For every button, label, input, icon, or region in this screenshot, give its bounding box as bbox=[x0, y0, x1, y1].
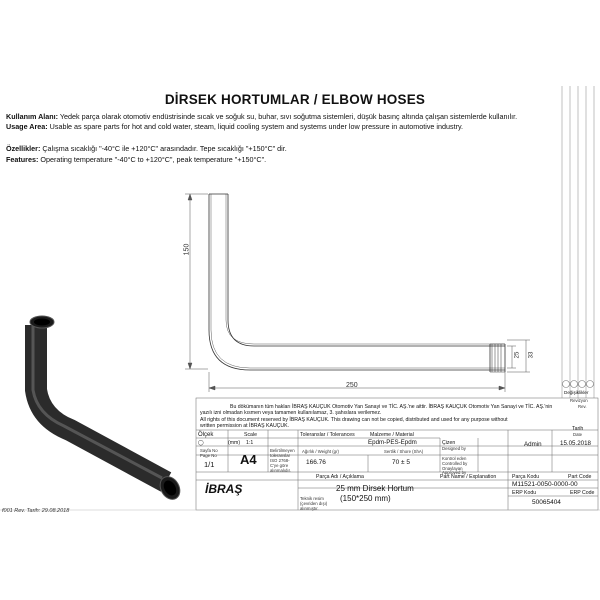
date-label: Tarih bbox=[572, 426, 584, 432]
part-name-label: Parça Adı / Açıklama bbox=[316, 474, 364, 480]
scale-label: Scale bbox=[244, 432, 257, 438]
notice-en: All rights of this document reserved by İBRAŞ KAUÇUK. This drawing can not be copied, distributed and used for any purpose without bbox=[200, 417, 508, 423]
part-name-en-label: Part Name / Explanation bbox=[440, 474, 497, 480]
revision-column-lines bbox=[562, 86, 594, 398]
usage-tr-text: Yedek parça olarak otomotiv endüstrisinde sıcak ve soğuk su, buhar, sıvı soğutma sistemleri, düşük basınç altında çalışan sistemlerde kullanılır. bbox=[58, 112, 518, 121]
controlled-en-label: Controlled by bbox=[442, 461, 468, 466]
paper-size: A4 bbox=[240, 452, 257, 467]
page-no-label: Page No bbox=[200, 453, 217, 458]
material-label: Malzeme / Material bbox=[370, 432, 414, 438]
controlled-label: Kontrol eden bbox=[442, 456, 467, 461]
erp-label: ERP Kodu bbox=[512, 490, 537, 496]
scale-circle-icon: ◯ bbox=[198, 440, 204, 446]
usage-en-label: Usage Area: bbox=[6, 122, 48, 131]
footer-revision: f001 Rev. Tarih: 29.08.2018 bbox=[2, 508, 70, 514]
approved-en-label: Approved by bbox=[442, 470, 467, 475]
dim-outer: 33 bbox=[528, 351, 535, 359]
mm-label: (mm) bbox=[228, 440, 241, 446]
dim-length: 250 bbox=[346, 382, 358, 389]
date-value: 15.05.2018 bbox=[560, 440, 591, 447]
date-en-label: Date bbox=[573, 432, 583, 437]
approved-label: Onaylayan bbox=[442, 466, 463, 471]
weight-value: 166.76 bbox=[306, 459, 326, 466]
notice-tr: Bu dökümanın tüm hakları İBRAŞ KAUÇUK Otomotiv Yan Sanayi ve TİC. AŞ.'ne aittir. İBRAŞ KAUÇUK Otomotiv Yan Sanayi ve TİC. AŞ.'nin bbox=[230, 404, 553, 410]
dim-height: 150 bbox=[183, 243, 191, 256]
page-title: DİRSEK HORTUMLAR / ELBOW HOSES bbox=[164, 92, 426, 107]
drawn-en-label: Designed by bbox=[442, 446, 466, 451]
tech-drawing-note: Teknik resim (çevriden dışı) alınmıştır. bbox=[300, 496, 328, 511]
tolerance-note: Belirtilmeyen toleranslar ISO 2768-C'ye göre alınmalıdır. bbox=[270, 448, 295, 473]
drawn-value: Admin bbox=[524, 441, 542, 448]
usage-tr-label: Kullanım Alanı: bbox=[6, 112, 59, 121]
notice-en2: written permission at İBRAŞ KAUÇUK. bbox=[200, 423, 290, 429]
weight-label: Ağırlık / Weight (gr) bbox=[302, 449, 339, 454]
part-size-value: (150*250 mm) bbox=[340, 494, 391, 503]
hardness-label: Sertlik / Shore (ShA) bbox=[384, 449, 424, 454]
elbow-drawing bbox=[209, 194, 505, 372]
features-tr-text: Çalışma sıcaklığı "-40°C ile +120°C" arasındadır. Tepe sıcaklığı "+150°C" dir. bbox=[40, 144, 287, 153]
hose-3d-render bbox=[30, 316, 184, 503]
usage-en-text: Usable as spare parts for hot and cold water, steam, liquid cooling system and systems under low pressure in automotive industry. bbox=[47, 122, 464, 131]
features-tr-label: Özellikler: bbox=[6, 144, 41, 153]
olcek-label: Ölçek bbox=[198, 432, 214, 438]
tolerances-label: Toleranslar / Tolerances bbox=[300, 432, 355, 438]
erp-en-label: ERP Code bbox=[570, 490, 595, 496]
revision-label: Değişiklikler bbox=[564, 390, 589, 395]
notice-tr2: yazılı izni olmadan kısmen veya tamamen kullanılamaz, 3. şahıslara verilemez. bbox=[200, 410, 382, 416]
features-en-text: Operating temperature "-40°C to +120°C", peak temperature "+150°C". bbox=[38, 155, 267, 164]
sayfa-no-label: Sayfa No bbox=[200, 448, 218, 453]
dim-inner: 25 bbox=[514, 351, 521, 359]
hardness-value: 70 ± 5 bbox=[392, 459, 411, 466]
drawn-label: Çizen bbox=[442, 440, 456, 446]
erp-value: 50065404 bbox=[532, 499, 561, 506]
company-logo: İBRAŞ bbox=[205, 482, 243, 496]
revision-sub-en: Rev. bbox=[578, 404, 587, 409]
features-en-label: Features: bbox=[6, 155, 39, 164]
part-name-value: 25 mm Dirsek Hortum bbox=[336, 484, 414, 493]
part-code-label: Parça Kodu bbox=[512, 474, 540, 480]
material-value: Epdm-PES-Epdm bbox=[368, 439, 417, 446]
part-code-en-label: Part Code bbox=[568, 474, 592, 480]
scale-value: 1:1 bbox=[246, 440, 254, 446]
revision-sub-tr: Revizyon bbox=[570, 398, 588, 403]
page-value: 1/1 bbox=[204, 460, 215, 469]
dimension-lines bbox=[185, 194, 530, 392]
part-code-value: M11521-0050-0000-00 bbox=[512, 481, 578, 488]
